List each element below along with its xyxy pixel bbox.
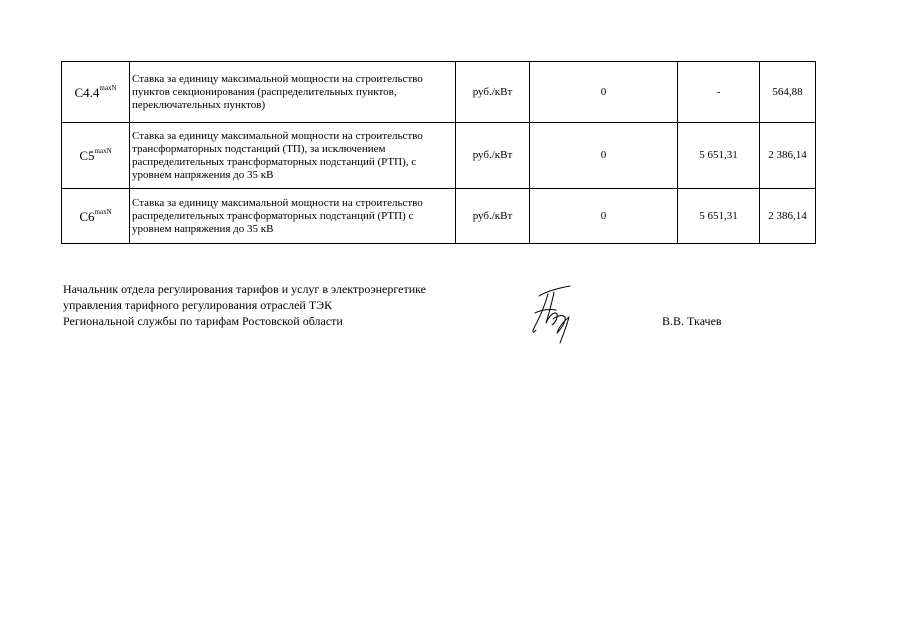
rate-code-superscript: maxN [94, 207, 112, 216]
rate-value-3: 564,88 [760, 62, 816, 123]
rate-code-cell [62, 62, 130, 123]
rate-value-1: 0 [530, 189, 678, 244]
table-row [62, 123, 816, 189]
rate-description: Ставка за единицу максимальной мощности на строительство пунктов секционирования (распределительных пунктов, переключательных пунктов) [130, 62, 456, 123]
signer-position-line: Начальник отдела регулирования тарифов и услуг в электроэнергетике [63, 282, 426, 296]
signer-name: В.В. Ткачев [662, 314, 722, 328]
rate-value-1: 0 [530, 123, 678, 189]
rate-value-3: 2 386,14 [760, 189, 816, 244]
tariff-table [61, 61, 816, 244]
rate-code-cell [62, 189, 130, 244]
signer-position-line: Региональной службы по тарифам Ростовской области [63, 314, 343, 328]
rate-value-3: 2 386,14 [760, 123, 816, 189]
rate-value-2: - [678, 62, 760, 123]
rate-code: С6 [79, 208, 95, 224]
handwritten-signature [527, 283, 587, 347]
rate-unit: руб./кВт [456, 189, 530, 244]
rate-description: Ставка за единицу максимальной мощности на строительство трансформаторных подстанций (ТП), за исключением распределительных трансформаторных подстанций (РТП), с уровнем напряжения до 35 кВ [130, 123, 456, 189]
rate-code: С5 [79, 148, 95, 163]
rate-unit: руб./кВт [456, 62, 530, 123]
rate-unit: руб./кВт [456, 123, 530, 189]
table-row [62, 189, 816, 244]
rate-code-superscript: maxN [94, 147, 112, 155]
signer-position [63, 281, 426, 329]
rate-value-2: 5 651,31 [678, 123, 760, 189]
rate-value-1: 0 [530, 62, 678, 123]
rate-value-2: 5 651,31 [678, 189, 760, 244]
rate-description: Ставка за единицу максимальной мощности на строительство распределительных трансформаторных подстанций (РТП) с уровнем напряжения до 35 кВ [130, 189, 456, 244]
signer-position-line: управления тарифного регулирования отраслей ТЭК [63, 298, 333, 312]
rate-code-superscript: maxN [99, 83, 117, 92]
rate-code: С4.4 [74, 84, 100, 100]
rate-code-cell [62, 123, 130, 189]
table-row [62, 62, 816, 123]
